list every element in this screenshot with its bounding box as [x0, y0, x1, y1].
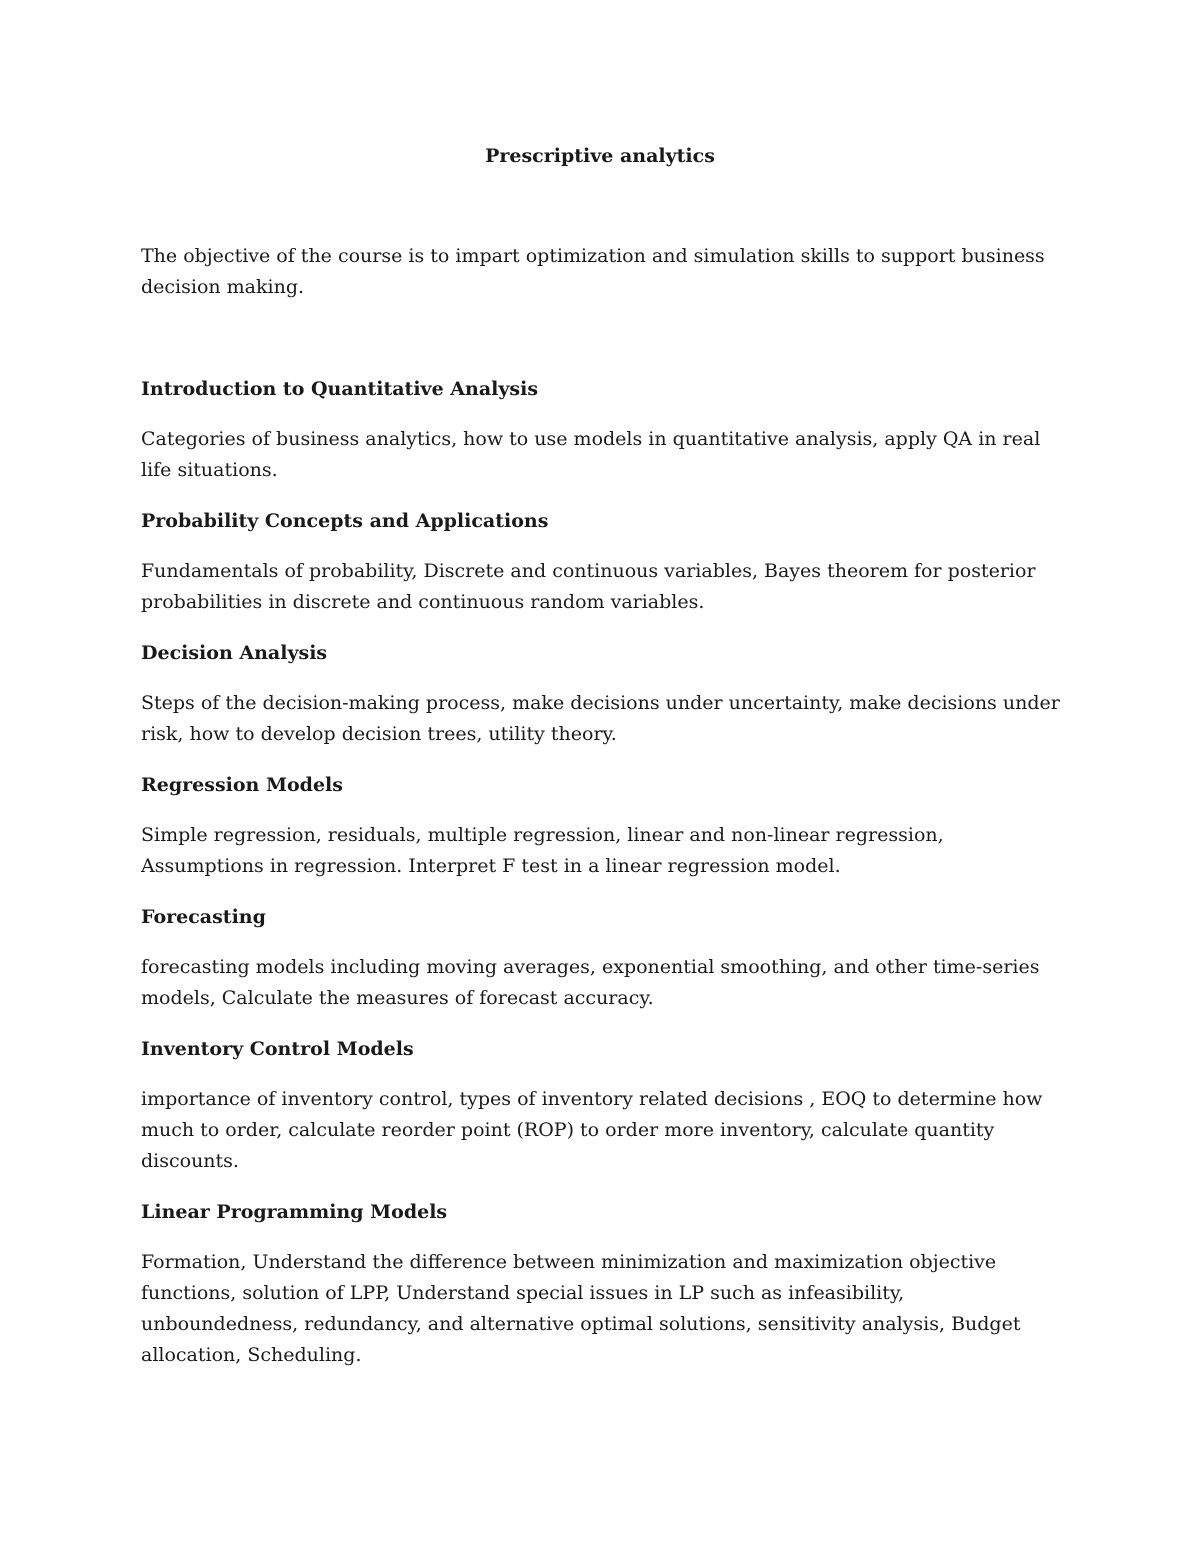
section-heading: Probability Concepts and Applications [141, 510, 549, 532]
section-body: Categories of business analytics, how to use models in quantitative analysis, apply QA in real life situations. [141, 428, 1041, 481]
section-heading: Forecasting [141, 906, 266, 928]
section-body: Simple regression, residuals, multiple regression, linear and non-linear regression, Assumptions in regression. Interpret F test in a linear regression model. [141, 824, 944, 877]
section-heading: Linear Programming Models [141, 1201, 448, 1223]
section-probability [141, 506, 1061, 618]
section-heading: Decision Analysis [141, 642, 328, 664]
section-heading: Regression Models [141, 774, 343, 796]
document-title: Prescriptive analytics [485, 145, 715, 167]
section-intro-qa [141, 374, 1061, 486]
topic-sections [141, 374, 1061, 1391]
section-body: Fundamentals of probability, Discrete and continuous variables, Bayes theorem for posterior probabilities in discrete and continuous random variables. [141, 560, 1036, 613]
section-linear-programming [141, 1197, 1061, 1371]
section-heading: Introduction to Quantitative Analysis [141, 378, 539, 400]
section-decision-analysis [141, 638, 1061, 750]
section-body: forecasting models including moving averages, exponential smoothing, and other time-series models, Calculate the measures of forecast accuracy. [141, 956, 1040, 1009]
section-inventory [141, 1034, 1061, 1177]
section-body: Steps of the decision-making process, make decisions under uncertainty, make decisions under risk, how to develop decision trees, utility theory. [141, 692, 1060, 745]
section-body: Formation, Understand the difference between minimization and maximization objective functions, solution of LPP, Understand special issues in LP such as infeasibility, unboundedness, redundancy, and alternative optimal solutions, sensitivity analysis, Budget allocation, Scheduling. [141, 1251, 1021, 1366]
course-objective: The objective of the course is to impart optimization and simulation skills to support business decision making. [141, 245, 1045, 298]
section-forecasting [141, 902, 1061, 1014]
section-heading: Inventory Control Models [141, 1038, 414, 1060]
section-regression [141, 770, 1061, 882]
section-body: importance of inventory control, types of inventory related decisions , EOQ to determine how much to order, calculate reorder point (ROP) to order more inventory, calculate quantity discounts. [141, 1088, 1043, 1172]
